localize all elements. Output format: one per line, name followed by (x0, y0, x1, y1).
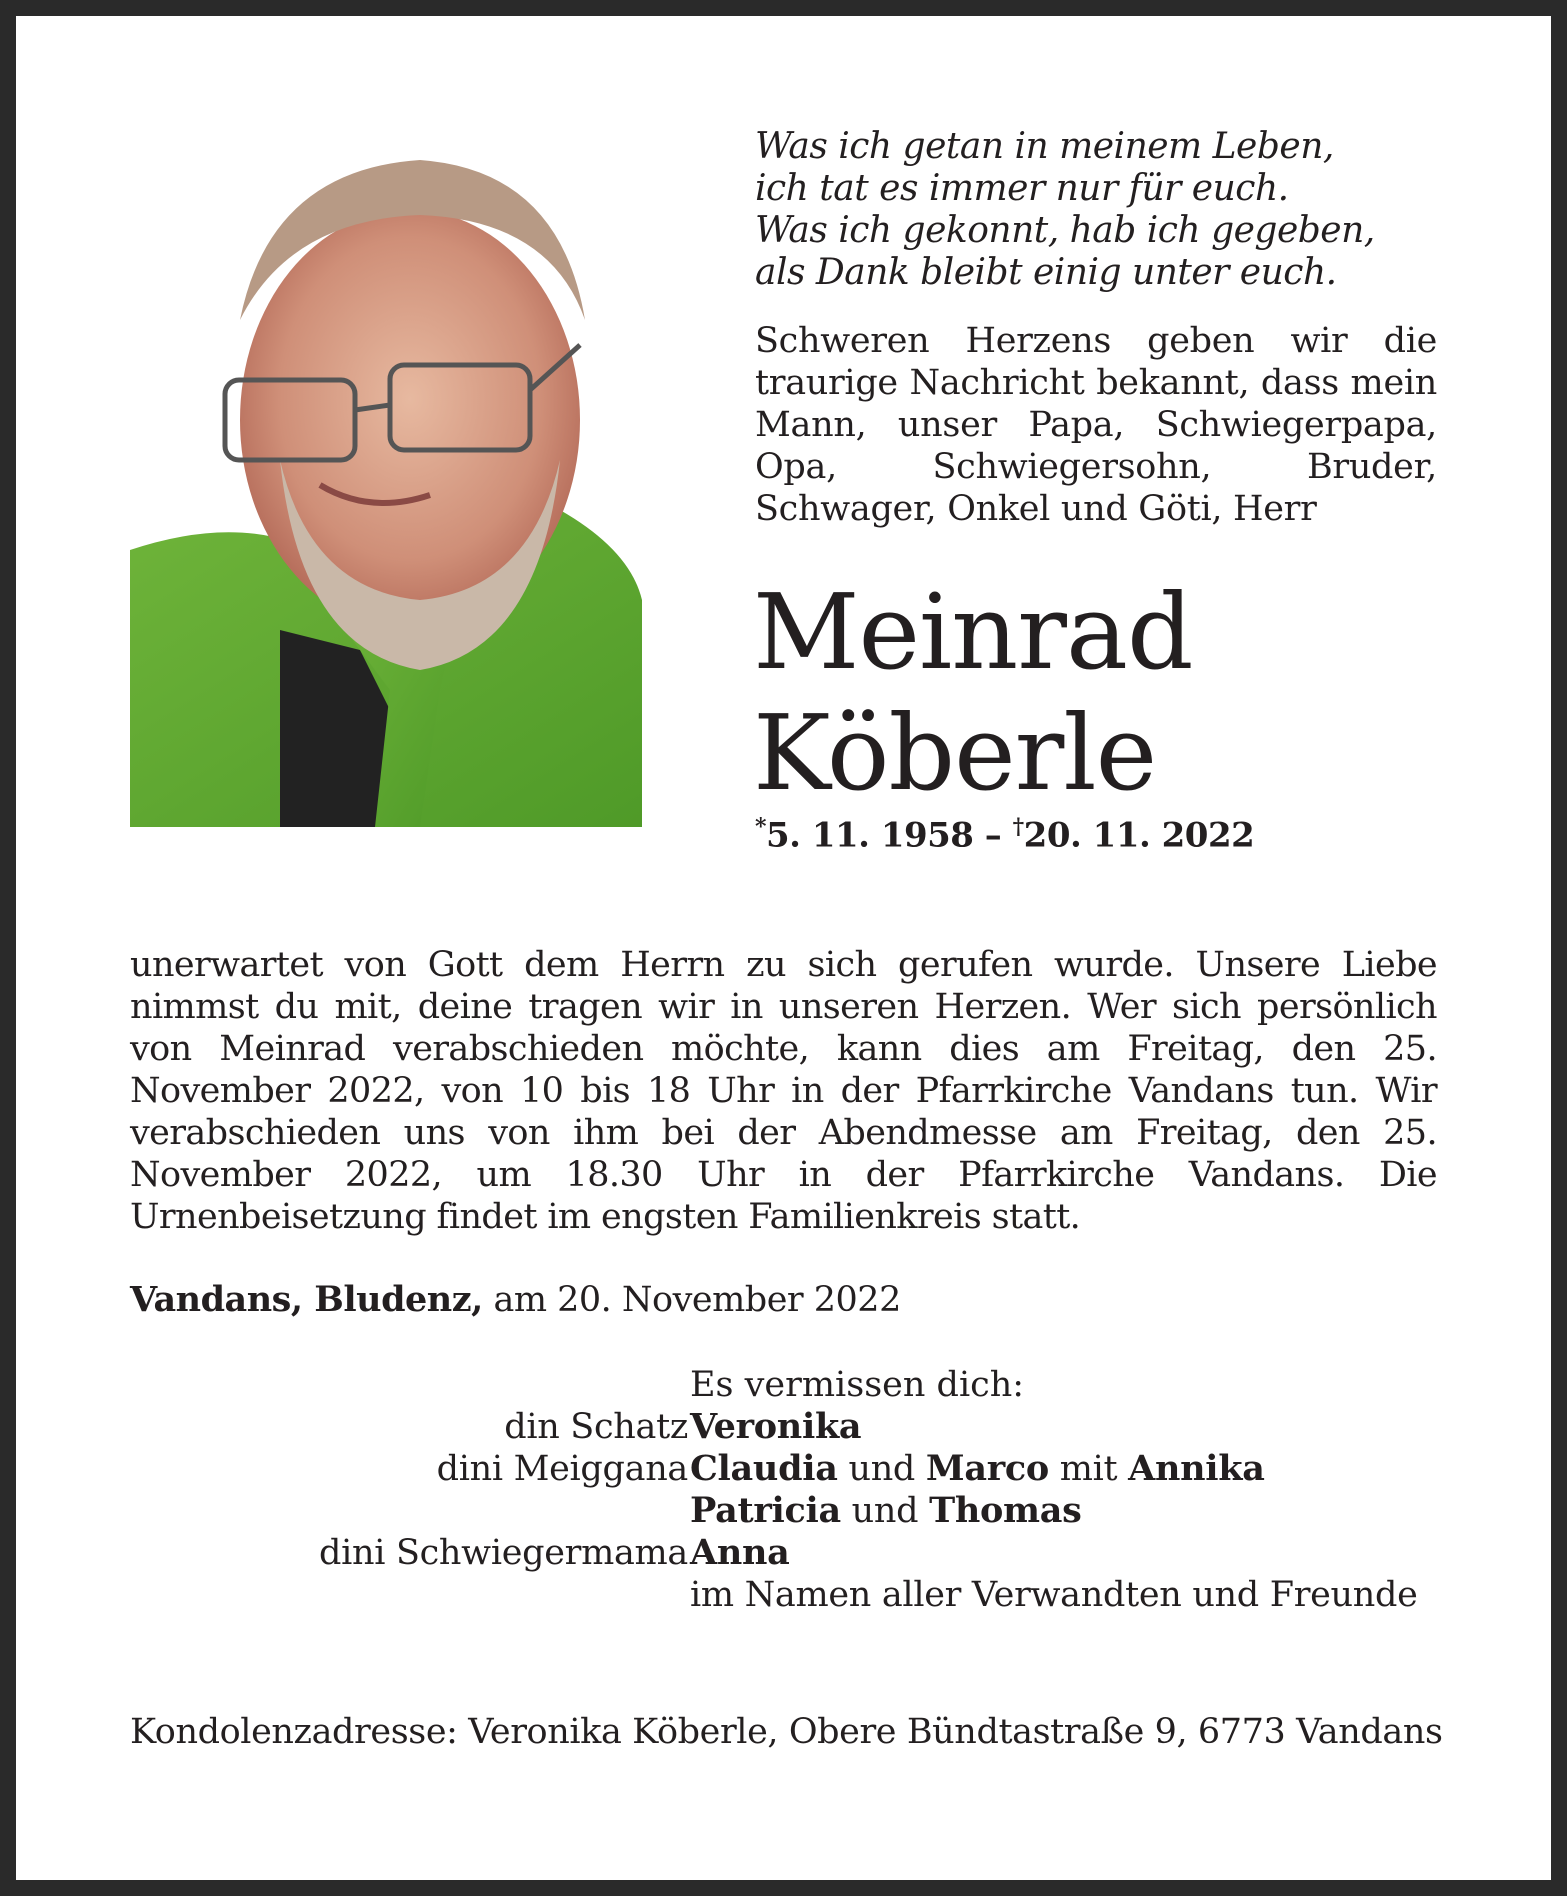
intro-text: Schweren Herzens geben wir die traurige Nachricht bekannt, dass mein Mann, unser Papa, Schwiegerpapa, Opa, Schwiegersohn, Bruder, Schwager, Onkel und Göti, Herr (755, 321, 1437, 529)
mourner-row (690, 1406, 1418, 1448)
mourner-name: Claudia (690, 1448, 838, 1489)
quote-line: Was ich getan in meinem Leben, (755, 126, 1334, 167)
mourner-label: dini Meiggana (436, 1449, 688, 1489)
mourner-row (690, 1532, 1418, 1574)
quote-line: als Dank bleibt einig unter euch. (755, 252, 1337, 293)
death-symbol: † (1012, 814, 1024, 840)
mourners-closing: im Namen aller Verwandten und Freunde (690, 1575, 1418, 1615)
death-date: 20. 11. 2022 (1023, 815, 1255, 856)
mourner-name: Patricia (690, 1490, 841, 1531)
quote-line: ich tat es immer nur für euch. (755, 168, 1289, 209)
condolence-address: Kondolenzadresse: Veronika Köberle, Obere Bündtastraße 9, 6773 Vandans (130, 1712, 1443, 1752)
life-dates (755, 814, 1254, 855)
mourner-names (690, 1406, 1418, 1616)
mourner-name: Anna (690, 1532, 790, 1573)
last-name: Köberle (753, 692, 1157, 814)
deceased-name (753, 572, 1193, 814)
place-date (130, 1279, 901, 1320)
mourner-label: dini Schwiegermama (318, 1533, 688, 1573)
mourner-name: Thomas (929, 1490, 1082, 1531)
mourners-heading: Es vermissen dich: (690, 1365, 1025, 1405)
date-separator: – (973, 815, 1013, 856)
connector: mit (1048, 1449, 1129, 1489)
place: Vandans, Bludenz, (130, 1279, 483, 1320)
poem-quote (755, 126, 1455, 294)
first-name: Meinrad (753, 571, 1193, 693)
quote-line: Was ich gekonnt, hab ich gegeben, (755, 210, 1375, 251)
mourner-name: Marco (925, 1448, 1049, 1489)
mourner-name: Annika (1128, 1448, 1265, 1489)
mourner-labels (130, 1406, 688, 1574)
portrait-photo (130, 130, 642, 827)
body-text: unerwartet von Gott dem Herrn zu sich gerufen wurde. Unsere Liebe nimmst du mit, deine tragen wir in unseren Herzen. Wer sich persönlich von Meinrad verabschieden möchte, kann dies am Freitag, den 25. November 2022, von 10 bis 18 Uhr in der Pfarrkirche Vandans tun. Wir verabschieden uns von ihm bei der Abendmesse am Freitag, den 25. November 2022, um 18.30 Uhr in der Pfarrkirche Vandans. Die Urnenbeisetzung findet im engsten Familienkreis statt. (130, 945, 1437, 1237)
mourner-name: Veronika (690, 1406, 862, 1447)
mourner-row (690, 1490, 1418, 1532)
mourner-label (130, 1490, 688, 1532)
mourner-row (690, 1448, 1418, 1490)
date: am 20. November 2022 (482, 1280, 901, 1320)
birth-symbol: * (755, 814, 767, 840)
birth-date: 5. 11. 1958 (766, 815, 974, 856)
mourner-label: din Schatz (504, 1407, 688, 1447)
connector: und (837, 1449, 926, 1489)
obituary-page (16, 16, 1551, 1880)
connector: und (840, 1491, 930, 1531)
